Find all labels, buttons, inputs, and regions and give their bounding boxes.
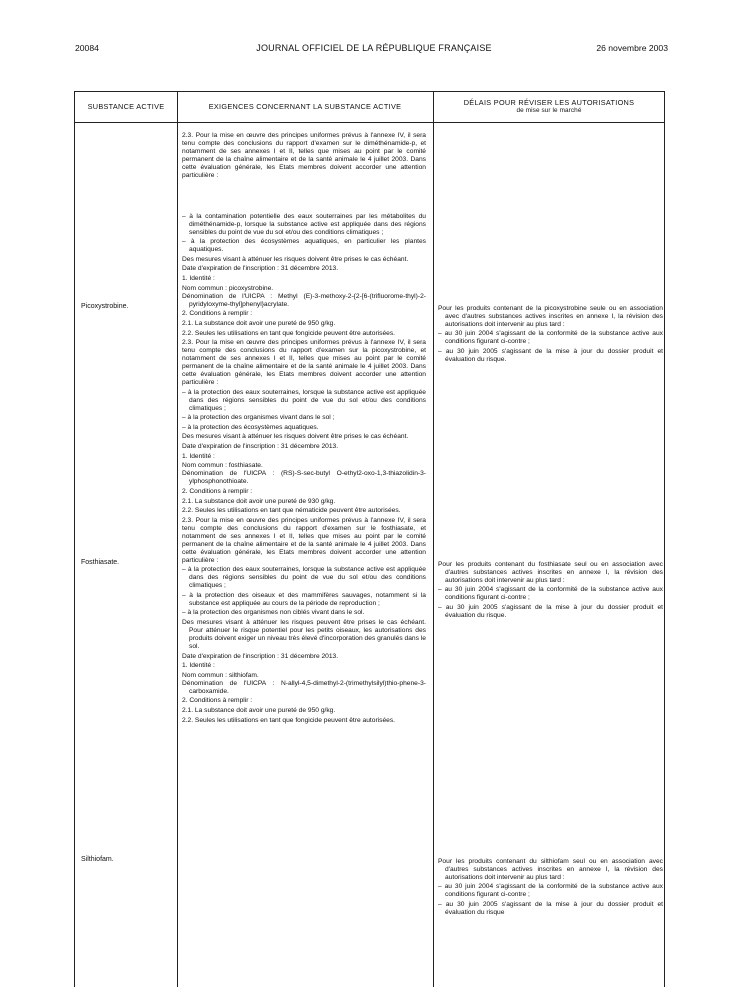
paragraph: Dénomination de l'UICPA : (RS)-S-sec-butyl O-ethyl2-oxo-1,3-thiazolidin-3-ylphosphonothioate. bbox=[182, 470, 426, 486]
paragraph: Des mesures visant à atténuer les risques peuvent être prises le cas échéant. Pour atténuer le risque potentiel pour les petits oiseaux, les autorisations des produits doivent exiger un niveau très élevé d'incorporation des granulés dans le sol. bbox=[182, 619, 426, 650]
list-item: – à la protection des organismes vivant dans le sol ; bbox=[182, 414, 335, 422]
deadline-intro: Pour les produits contenant de la picoxystrobine seule ou en association avec d'autres substances actives inscrites en annexe I, la révision des autorisations doit intervenir au plus tard : bbox=[438, 305, 663, 328]
paragraph: Nom commun : fosthiasate. bbox=[182, 462, 263, 470]
paragraph: 2.1. La substance doit avoir une pureté de 950 g/kg. bbox=[182, 319, 336, 327]
list-item: – à la protection des oiseaux et des mammifères sauvages, notamment si la substance est appliquée au cours de la période de reproduction ; bbox=[182, 591, 426, 607]
list-item: – à la contamination potentielle des eaux souterraines par les métabolites du diméthénamide-p, lorsque la substance active est appliquée dans des régions sensibles du point de vue du sol et/ou des conditions climatiques ; bbox=[182, 212, 426, 236]
page-number: 20084 bbox=[75, 43, 99, 53]
deadline-item: – au 30 juin 2004 s'agissant de la conformité de la substance active aux conditions figurant ci-contre ; bbox=[438, 330, 663, 346]
deadline-item: – au 30 juin 2005 s'agissant de la mise à jour du dossier produit et évaluation du risque. bbox=[438, 603, 663, 619]
paragraph: Des mesures visant à atténuer les risques doivent être prises le cas échéant. bbox=[182, 433, 409, 441]
list-item: – à la protection des organismes non ciblés vivant dans le sol. bbox=[182, 609, 365, 617]
publication-date: 26 novembre 2003 bbox=[596, 43, 668, 53]
paragraph: 2.2. Seules les utilisations en tant que fongicide peuvent être autorisées. bbox=[182, 329, 396, 337]
paragraph: 1. Identité : bbox=[182, 275, 215, 283]
paragraph: 1. Identité : bbox=[182, 662, 215, 670]
expiry-date: Date d'expiration de l'inscription : 31 décembre 2013. bbox=[182, 443, 339, 451]
paragraph: 2. Conditions à remplir : bbox=[182, 310, 253, 318]
paragraph: 2.2. Seules les utilisations en tant que fongicide peuvent être autorisées. bbox=[182, 716, 396, 724]
paragraph: Dénomination de l'UICPA : Methyl (E)-3-methoxy-2-{2-[6-(trifluorome-thyl)-2-pyridyloxyme-thyl]phenyl}acrylate. bbox=[182, 292, 426, 308]
deadline-block bbox=[438, 561, 663, 621]
paragraph: Des mesures visant à atténuer les risques doivent être prises le cas échéant. bbox=[182, 255, 409, 263]
column-header-deadlines-line2: de mise sur le marché bbox=[516, 107, 582, 114]
paragraph: 2.3. Pour la mise en œuvre des principes uniformes prévus à l'annexe IV, il sera tenu compte des conclusions du rapport d'examen sur la picoxystrobine, et notamment de ses annexes I et II, telles que mises au point par le comité permanent de la chaîne alimentaire et de la santé animale le 4 juillet 2003. Dans cette évaluation générale, les Etats membres doivent accorder une attention particulière : bbox=[182, 339, 426, 386]
journal-title: JOURNAL OFFICIEL DE LA RÉPUBLIQUE FRANÇAISE bbox=[256, 43, 492, 53]
header-divider bbox=[75, 122, 664, 123]
column-header-substance: SUBSTANCE ACTIVE bbox=[87, 102, 165, 111]
deadline-block bbox=[438, 858, 663, 918]
paragraph: 1. Identité : bbox=[182, 452, 215, 460]
substance-name: Silthiofam. bbox=[81, 856, 114, 863]
deadline-intro: Pour les produits contenant du fosthiasate seul ou en association avec d'autres substances actives inscrites en annexe I, la révision des autorisations doit intervenir au plus tard : bbox=[438, 561, 663, 584]
list-item: – à la protection des eaux souterraines, lorsque la substance active est appliquée dans des régions sensibles du point de vue du sol et/ou des conditions climatiques ; bbox=[182, 388, 426, 412]
column-divider bbox=[177, 92, 178, 987]
list-item: – à la protection des eaux souterraines, lorsque la substance active est appliquée dans des régions sensibles du point de vue du sol et/ou des conditions climatiques ; bbox=[182, 566, 426, 590]
paragraph: 2.3. Pour la mise en œuvre des principes uniformes prévus à l'annexe IV, il sera tenu compte des conclusions du rapport d'examen sur le fosthiasate, et notamment de ses annexes I et II, telles que mises au point par le comité permanent de la chaîne alimentaire et de la santé animale le 4 juillet 2003. Dans cette évaluation générale, les Etats membres doivent accorder une attention particulière : bbox=[182, 516, 426, 564]
substance-name: Fosthiasate. bbox=[81, 559, 120, 566]
paragraph: Dénomination de l'UICPA : N-allyl-4,5-dimethyl-2-(trimethylsilyl)thio-phene-3-carboxamide. bbox=[182, 679, 426, 695]
column-divider bbox=[433, 92, 434, 987]
column-header-deadlines bbox=[433, 92, 665, 122]
paragraph: 2. Conditions à remplir : bbox=[182, 697, 253, 705]
column-header-deadlines-line1: DÉLAIS POUR RÉVISER LES AUTORISATIONS bbox=[463, 98, 635, 107]
deadline-intro: Pour les produits contenant du silthiofam seul ou en association avec d'autres substances actives inscrites en annexe I, la révision des autorisations doit intervenir au plus tard : bbox=[438, 858, 663, 881]
paragraph: 2.1. La substance doit avoir une pureté de 950 g/kg. bbox=[182, 707, 336, 714]
paragraph: 2.3. Pour la mise en œuvre des principes uniformes prévus à l'annexe IV, il sera tenu compte des conclusions du rapport d'examen sur le diméthénamide-p, et notamment de ses annexes I et II, telles que mises au point par le comité permanent de la chaîne alimentaire et de la santé animale le 4 juillet 2003. Dans cette évaluation générale, les Etats membres doivent accorder une attention particulière : bbox=[182, 132, 426, 179]
deadline-item: – au 30 juin 2004 s'agissant de la conformité de la substance active aux conditions figurant ci-contre ; bbox=[438, 586, 663, 602]
paragraph: 2.1. La substance doit avoir une pureté de 930 g/kg. bbox=[182, 497, 336, 505]
requirements-column bbox=[182, 132, 426, 726]
paragraph: Nom commun : silthiofam. bbox=[182, 671, 259, 679]
deadline-item: – au 30 juin 2004 s'agissant de la conformité de la substance active aux conditions figurant ci-contre ; bbox=[438, 883, 663, 899]
deadline-item: – au 30 juin 2005 s'agissant de la mise à jour du dossier produit et évaluation du risque. bbox=[438, 347, 663, 363]
expiry-date: Date d'expiration de l'inscription : 31 décembre 2013. bbox=[182, 652, 339, 660]
deadline-item: – au 30 juin 2005 s'agissant de la mise à jour du dossier produit et évaluation du risque bbox=[438, 900, 663, 916]
list-item: – à la protection des écosystèmes aquatiques, en particulier les plantes aquatiques. bbox=[182, 238, 426, 254]
paragraph: 2. Conditions à remplir : bbox=[182, 487, 253, 495]
deadline-block bbox=[438, 305, 663, 365]
list-item: – à la protection des écosystèmes aquatiques. bbox=[182, 423, 319, 431]
expiry-date: Date d'expiration de l'inscription : 31 décembre 2013. bbox=[182, 265, 339, 273]
column-header-requirements: EXIGENCES CONCERNANT LA SUBSTANCE ACTIVE bbox=[208, 102, 402, 111]
substance-name: Picoxystrobine. bbox=[81, 303, 129, 310]
paragraph: Nom commun : picoxystrobine. bbox=[182, 284, 274, 292]
paragraph: 2.2. Seules les utilisations en tant que nématicide peuvent être autorisées. bbox=[182, 507, 401, 515]
